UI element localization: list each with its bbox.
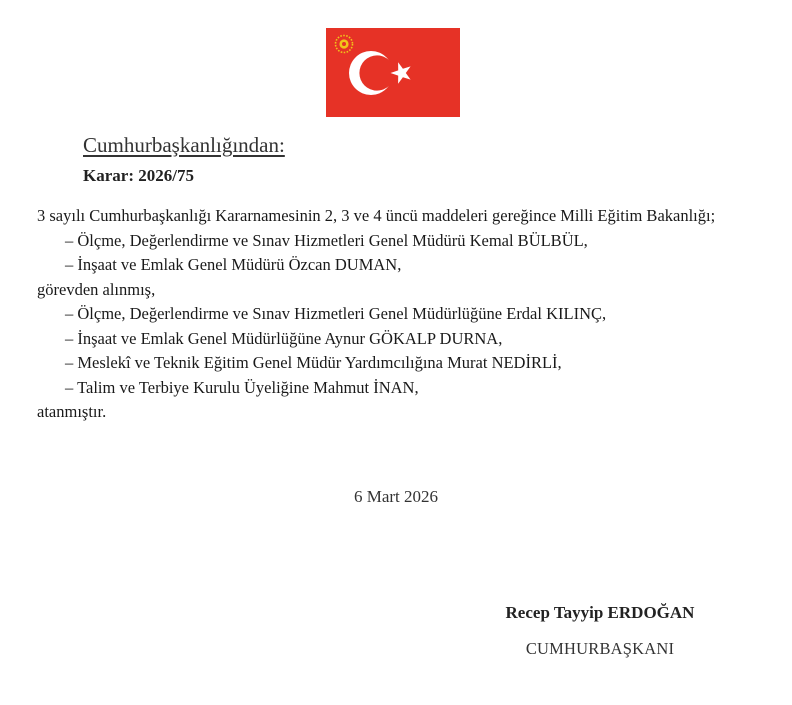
signer-name: Recep Tayyip ERDOĞAN [505, 603, 695, 622]
appointed-item: – Ölçme, Değerlendirme ve Sınav Hizmetleri Genel Müdürlüğüne Erdal KILINÇ, [65, 304, 607, 323]
appointed-item: – Meslekî ve Teknik Eğitim Genel Müdür Yardımcılığına Murat NEDİRLİ, [65, 353, 562, 372]
removed-item: – İnşaat ve Emlak Genel Müdürü Özcan DUMAN, [65, 255, 402, 274]
intro-paragraph: 3 sayılı Cumhurbaşkanlığı Kararnamesinin 2, 3 ve 4 üncü maddeleri gereğince Milli Eğitim Bakanlığı; [37, 206, 716, 225]
decree-body [37, 204, 750, 425]
appointed-closing: atanmıştır. [37, 402, 107, 421]
appointed-item: – Talim ve Terbiye Kurulu Üyeliğine Mahmut İNAN, [65, 377, 419, 397]
appointed-item: – İnşaat ve Emlak Genel Müdürlüğüne Aynur GÖKALP DURNA, [65, 328, 503, 348]
removed-item: – Ölçme, Değerlendirme ve Sınav Hizmetleri Genel Müdürü Kemal BÜLBÜL, [65, 230, 588, 250]
turkish-flag-icon [326, 28, 460, 117]
decree-date: 6 Mart 2026 [353, 487, 439, 506]
removed-closing: görevden alınmış, [37, 279, 156, 299]
signer-office: CUMHURBAŞKANI [525, 639, 675, 658]
decision-number: Karar: 2026/75 [83, 166, 194, 185]
issuer-heading: Cumhurbaşkanlığından: [83, 133, 285, 157]
